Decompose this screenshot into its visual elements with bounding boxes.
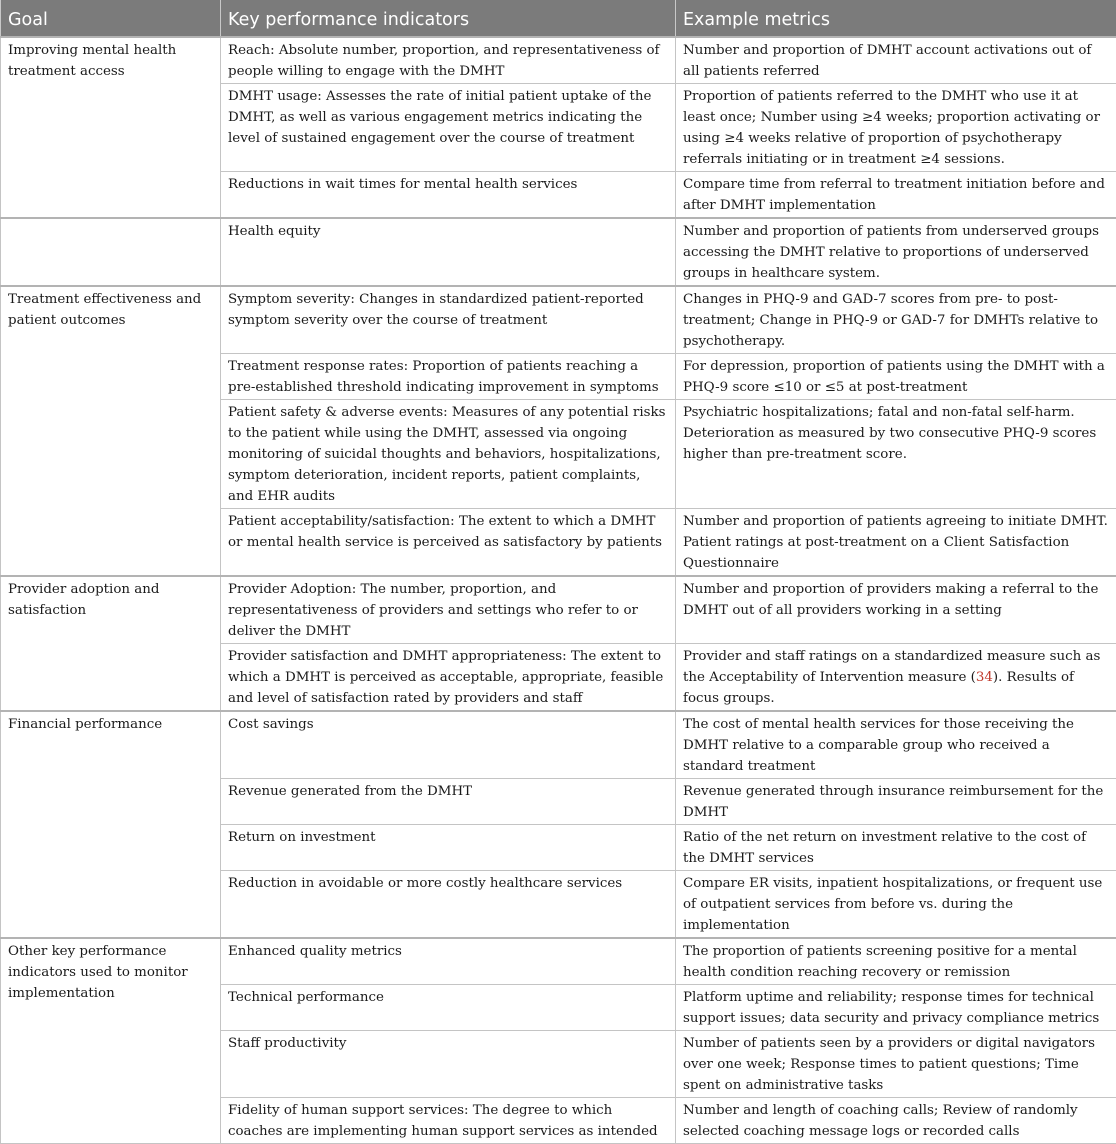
- header-metric: Example metrics: [676, 0, 1116, 37]
- header-row: [1, 0, 1116, 37]
- metric-cell: Changes in PHQ-9 and GAD-7 scores from pre- to post-treatment; Change in PHQ-9 or GAD-7 for DMHTs relative to psychotherapy.: [676, 286, 1116, 354]
- metric-text: Provider and staff ratings on a standardized measure such as the Acceptability of Intervention measure (: [683, 649, 1100, 685]
- kpi-cell: Reach: Absolute number, proportion, and representativeness of people willing to engage with the DMHT: [221, 37, 676, 84]
- table-row: [1, 938, 1116, 985]
- kpi-cell: Provider satisfaction and DMHT appropriateness: The extent to which a DMHT is perceived as acceptable, appropriate, feasible and level of satisfaction rated by providers and staff: [221, 644, 676, 712]
- header-goal: Goal: [1, 0, 221, 37]
- table-row: [1, 218, 1116, 286]
- kpi-cell: Return on investment: [221, 825, 676, 871]
- metric-cell: Number of patients seen by a providers or digital navigators over one week; Response times to patient questions; Time spent on administrative tasks: [676, 1031, 1116, 1098]
- reference-link[interactable]: 34: [976, 670, 993, 685]
- table-row: [1, 711, 1116, 779]
- table-row: [1, 286, 1116, 354]
- kpi-cell: Symptom severity: Changes in standardized patient-reported symptom severity over the course of treatment: [221, 286, 676, 354]
- metric-cell: Number and proportion of providers making a referral to the DMHT out of all providers working in a setting: [676, 576, 1116, 644]
- metric-cell: Psychiatric hospitalizations; fatal and non-fatal self-harm. Deterioration as measured by two consecutive PHQ-9 scores higher than pre-treatment score.: [676, 400, 1116, 509]
- metric-cell: Revenue generated through insurance reimbursement for the DMHT: [676, 779, 1116, 825]
- kpi-cell: Cost savings: [221, 711, 676, 779]
- metric-cell: Number and proportion of patients from underserved groups accessing the DMHT relative to proportions of underserved groups in healthcare system.: [676, 218, 1116, 286]
- metric-cell: Number and length of coaching calls; Review of randomly selected coaching message logs or recorded calls: [676, 1098, 1116, 1144]
- metric-cell: For depression, proportion of patients using the DMHT with a PHQ-9 score ≤10 or ≤5 at post-treatment: [676, 354, 1116, 400]
- table-row: [1, 576, 1116, 644]
- metric-cell: Number and proportion of patients agreeing to initiate DMHT. Patient ratings at post-treatment on a Client Satisfaction Questionnaire: [676, 509, 1116, 577]
- kpi-cell: Reductions in wait times for mental health services: [221, 172, 676, 219]
- kpi-cell: Treatment response rates: Proportion of patients reaching a pre-established threshold indicating improvement in symptoms: [221, 354, 676, 400]
- metric-cell: The cost of mental health services for those receiving the DMHT relative to a comparable group who received a standard treatment: [676, 711, 1116, 779]
- metric-cell: Platform uptime and reliability; response times for technical support issues; data security and privacy compliance metrics: [676, 985, 1116, 1031]
- goal-cell: Provider adoption and satisfaction: [1, 576, 221, 711]
- kpi-cell: Staff productivity: [221, 1031, 676, 1098]
- metric-cell: Number and proportion of DMHT account activations out of all patients referred: [676, 37, 1116, 84]
- goal-cell: Financial performance: [1, 711, 221, 938]
- kpi-cell: Fidelity of human support services: The degree to which coaches are implementing human support services as intended: [221, 1098, 676, 1144]
- header-kpi: Key performance indicators: [221, 0, 676, 37]
- kpi-cell: DMHT usage: Assesses the rate of initial patient uptake of the DMHT, as well as various engagement metrics indicating the level of sustained engagement over the course of treatment: [221, 84, 676, 172]
- goal-cell: Treatment effectiveness and patient outcomes: [1, 286, 221, 576]
- kpi-cell: Revenue generated from the DMHT: [221, 779, 676, 825]
- metric-cell: Compare ER visits, inpatient hospitalizations, or frequent use of outpatient services from before vs. during the implementation: [676, 871, 1116, 939]
- goal-cell: [1, 218, 221, 286]
- metric-cell: Ratio of the net return on investment relative to the cost of the DMHT services: [676, 825, 1116, 871]
- metric-cell: Proportion of patients referred to the DMHT who use it at least once; Number using ≥4 weeks; proportion activating or using ≥4 weeks relative of proportion of psychotherapy referrals initiating or in treatment ≥4 sessions.: [676, 84, 1116, 172]
- metric-cell: The proportion of patients screening positive for a mental health condition reaching recovery or remission: [676, 938, 1116, 985]
- metric-cell: Compare time from referral to treatment initiation before and after DMHT implementation: [676, 172, 1116, 219]
- goal-cell: Other key performance indicators used to monitor implementation: [1, 938, 221, 1144]
- table-row: [1, 37, 1116, 84]
- kpi-cell: Provider Adoption: The number, proportion, and representativeness of providers and settings who refer to or deliver the DMHT: [221, 576, 676, 644]
- metric-cell: [676, 644, 1116, 712]
- metric-text-tail: ). Results of focus groups.: [683, 670, 1074, 706]
- kpi-cell: Patient acceptability/satisfaction: The extent to which a DMHT or mental health service is perceived as satisfactory by patients: [221, 509, 676, 577]
- kpi-cell: Enhanced quality metrics: [221, 938, 676, 985]
- kpi-cell: Technical performance: [221, 985, 676, 1031]
- kpi-cell: Reduction in avoidable or more costly healthcare services: [221, 871, 676, 939]
- kpi-cell: Health equity: [221, 218, 676, 286]
- kpi-cell: Patient safety & adverse events: Measures of any potential risks to the patient while using the DMHT, assessed via ongoing monitoring of suicidal thoughts and behaviors, hospitalizations, symptom deterioration, incident reports, patient complaints, and EHR audits: [221, 400, 676, 509]
- goal-cell: Improving mental health treatment access: [1, 37, 221, 218]
